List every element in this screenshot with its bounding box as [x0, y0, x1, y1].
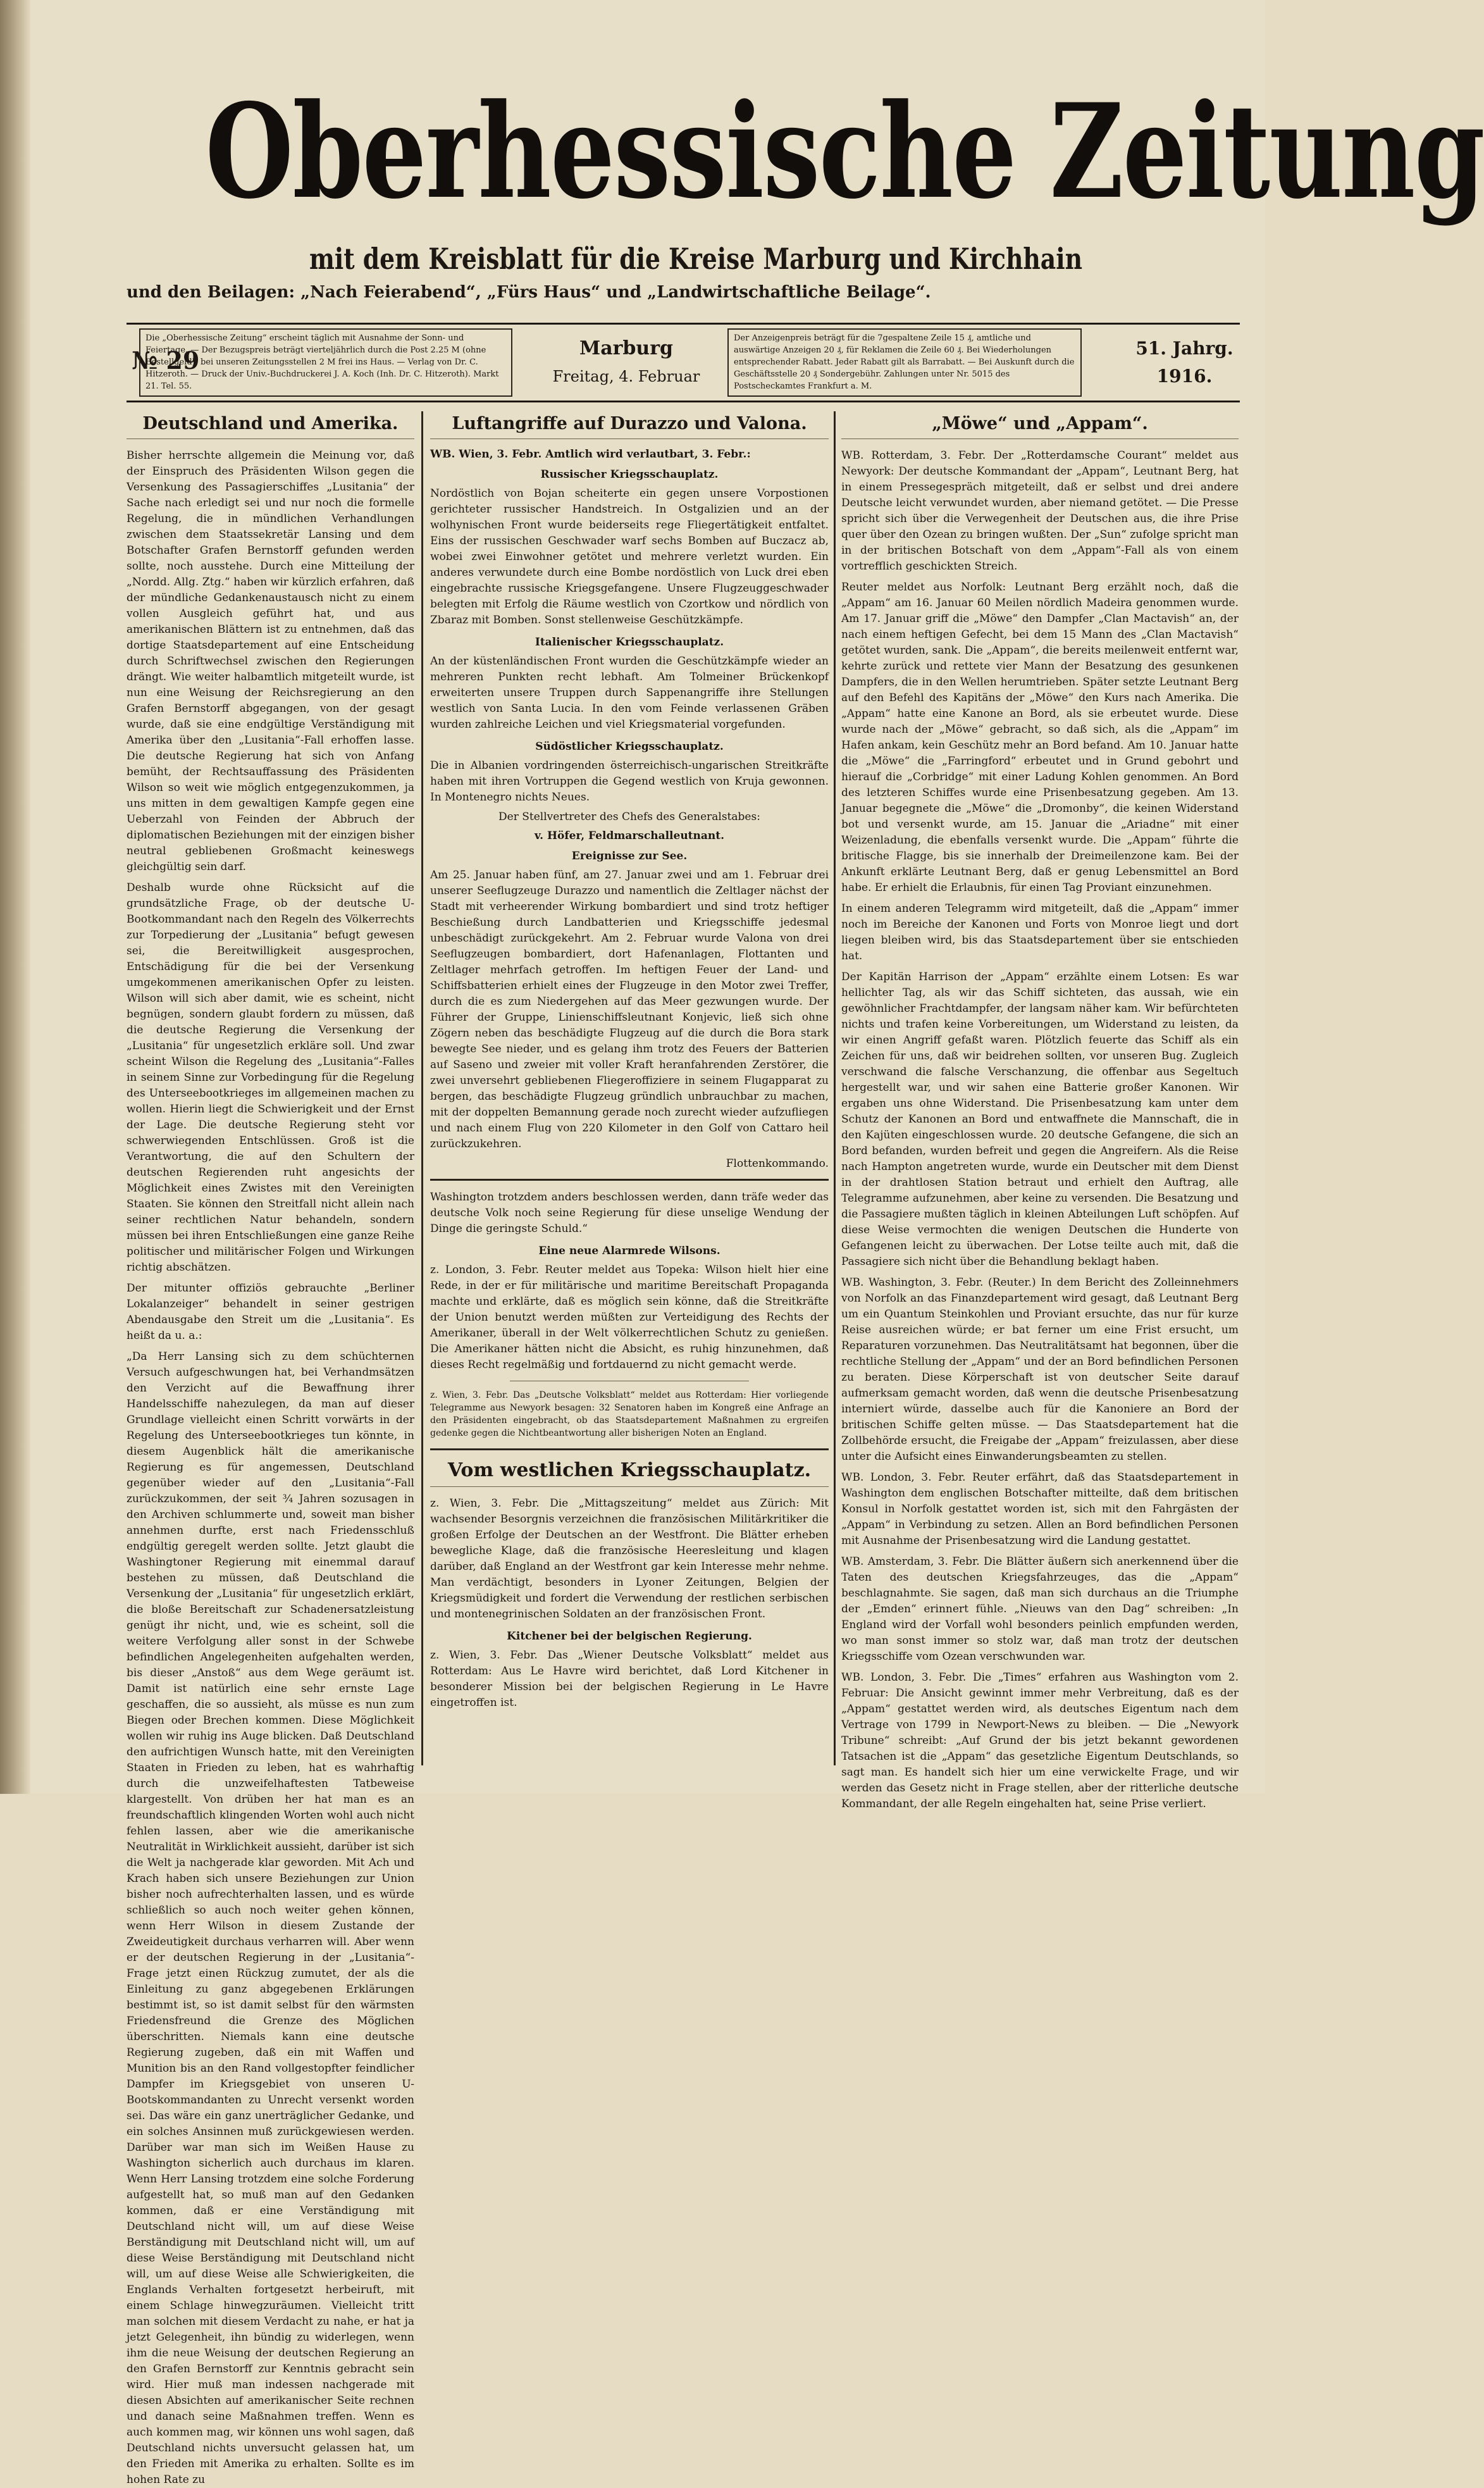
article-headline: Vom westlichen Kriegsschauplatz.: [430, 1459, 829, 1487]
section-subhead: Ereignisse zur See.: [571, 850, 688, 862]
column-divider: [421, 411, 423, 1765]
dateline: WB. Wien, 3. Febr. Amtlich wird verlautbart, 3. Febr.:: [430, 448, 751, 461]
column-left: [127, 411, 414, 2486]
article-paragraph: z. Wien, 3. Febr. Das „Wiener Deutsche Volksblatt“ meldet aus Rotterdam: Aus Le Havre wird berichtet, daß Lord Kitchener in besonderer Mission bei der belgischen Regierung in Le Havre eingetroffen ist.: [430, 1649, 829, 1709]
article-paragraph: In einem anderen Telegramm wird mitgeteilt, daß die „Appam“ immer noch im Bereiche der Kanonen und Forts von Monroe liegt und dort liegen bleiben wird, bis das Staatsdepartement über sie entschieden hat.: [841, 902, 1239, 962]
signature-name: v. Höfer, Feldmarschalleutnant.: [534, 830, 725, 842]
section-subhead: Russischer Kriegsschauplatz.: [540, 468, 719, 481]
article-paragraph: z. London, 3. Febr. Reuter meldet aus Topeka: Wilson hielt hier eine Rede, in der er für militärische und maritime Bereitschaft Propaganda machte und erklärte, daß es möglich sein könne, daß die Streitkräfte der Union benutzt werden müßten zur Verteidigung des Rechts der Amerikaner, überall in der Welt völkerrechtlichen Schutz zu genießen. Die Amerikaner hätten nicht die Absicht, es ruhig hinzunehmen, daß dieses Recht regelmäßig und fortdauernd zu nicht gemacht werde.: [430, 1264, 829, 1371]
section-subhead: Italienischer Kriegsschauplatz.: [535, 636, 724, 649]
masthead-subtitle: mit dem Kreisblatt für die Kreise Marburg und Kirchhain: [309, 242, 1083, 276]
article-paragraph: WB. Amsterdam, 3. Febr. Die Blätter äußern sich anerkennend über die Taten des deutschen Kriegsfahrzeuges, das die „Appam“ beschlagnahmte. Sie sagen, daß man sich durchaus an die Triumphe der „Emden“ erinnert fühle. „Nieuws van den Dag“ schreiben: „In England wird der Vorfall wohl besonders peinlich empfunden werden, wo man sonst immer so stolz war, daß man trotz der deutschen Kriegsschiffe vom Ozean verschwunden war.: [841, 1555, 1239, 1663]
article-paragraph: WB. London, 3. Febr. Reuter erfährt, daß das Staatsdepartement in Washington dem englischen Botschafter mitteilte, daß dem britischen Konsul in Norfolk gestattet worden ist, sich mit den Fahrgästen der „Appam“ in Verbindung zu setzen. Allen an Bord befindlichen Personen mit Ausnahme der Prisenbesatzung wird die Landung gestattet.: [841, 1471, 1239, 1547]
volume-label: 51. Jahrg.: [1135, 338, 1234, 359]
article-headline: Deutschland und Amerika.: [127, 414, 414, 439]
issue-number: № 29: [132, 346, 200, 375]
volume-year: [1129, 335, 1240, 390]
binding-spine: [0, 0, 30, 1794]
section-subhead: Südöstlicher Kriegsschauplatz.: [535, 740, 724, 753]
info-bar: [127, 323, 1240, 402]
column-middle: [430, 411, 829, 1765]
article-paragraph: z. Wien, 3. Febr. Die „Mittagszeitung“ meldet aus Zürich: Mit wachsender Besorgnis verzeichnen die französischen Militärkritiker die großen Erfolge der Deutschen an der Westfront. Die Blätter erheben bewegliche Klage, daß die französische Heeresleitung und klagen darüber, daß England an der Westfront gar kein Interesse mehr nehme. Man verdächtigt, besonders in Lyoner Zeitungen, Belgien der Kriegsmüdigkeit und fordert die Verwendung der restlichen serbischen und montenegrinischen Soldaten an der französischen Front.: [430, 1497, 829, 1620]
issue-date: Freitag, 4. Februar: [552, 368, 700, 385]
article-headline: Luftangriffe auf Durazzo und Valona.: [430, 414, 829, 439]
article-paragraph: Der Kapitän Harrison der „Appam“ erzählte einem Lotsen: Es war hellichter Tag, als wir das Schiff sichteten, das aussah, wie ein gewöhnlicher Frachtdampfer, der langsam näher kam. Wir befürchteten nichts und trafen keine Vorbereitungen, um Widerstand zu leisten, da wir einen Angriff gefaßt waren. Plötzlich feuerte das Schiff als ein Zeichen für uns, daß wir beidrehen sollten, vor unseren Bug. Zugleich verschwand die falsche Verschanzung, die offenbar aus Segeltuch hergestellt war, und wir sahen eine Batterie großer Kanonen. Wir ergaben uns ohne Widerstand. Die Prisenbesatzung kam unter dem Schutz der Kanonen an Bord und entwaffnete die Mannschaft, die in den Kajüten eingeschlossen wurde. 20 deutsche Gefangene, die sich an Bord befanden, wurden befreit und gegen die Angreifern. Als die Reise nach Hampton angetreten wurde, wurde ein Deutscher mit dem Dienst in der drahtlosen Station betraut und erhielt den Auftrag, alle Telegramme aufzunehmen, aber keine zu versenden. Die Besatzung und die Passagiere mußten täglich in kleinen Abteilungen Luft schöpfen. Auf diese Weise vermochten die wenigen Deutschen die Hunderte von Gefangenen leicht zu überwachen. Der Lotse teilte auch mit, daß die Passagiere sich nicht über die Behandlung beklagt haben.: [841, 971, 1239, 1268]
article-paragraph: WB. Washington, 3. Febr. (Reuter.) In dem Bericht des Zolleinnehmers von Norfolk an das Finanzdepartement wird gesagt, daß Leutnant Berg um ein Quantum Steinkohlen und Proviant ersuchte, das nur für kurze Reise ausreichen würde; er bat ferner um eine Frist ersucht, um Reparaturen vorzunehmen. Das Neutralitätsamt hat begonnen, über die rechtliche Stellung der „Appam“ und der an Bord befindlichen Personen zu beraten. Diese Körperschaft ist von deutscher Seite darauf aufmerksam gemacht worden, daß wenn die deutsche Prisenbesatzung interniert würde, dasselbe auch für die Kanoniere an Bord der britischen Schiffe gelten müsse. — Das Staatsdepartement hat die Zollbehörde ersucht, die Freigabe der „Appam“ freizulassen, aber diese unter die Aufsicht eines Einwanderungsbeamten zu stellen.: [841, 1276, 1239, 1463]
article-paragraph: Die in Albanien vordringenden österreichisch-ungarischen Streitkräfte haben mit ihren Vortruppen die Gegend westlich von Kruja gewonnen. In Montenegro nichts Neues.: [430, 759, 829, 804]
year-label: 1916.: [1156, 366, 1213, 387]
article-paragraph: WB. Rotterdam, 3. Febr. Der „Rotterdamsche Courant“ meldet aus Newyork: Der deutsche Kommandant der „Appam“, Leutnant Berg, hat in einem Pressegespräch mitgeteilt, daß er selbst und drei andere Deutsche leicht verwundet wurden, aber niemand getötet. — Die Presse spricht sich über die Verwegenheit der Deutschen aus, die ihre Prise quer über den Ozean zu bringen wußten. Der „Sun“ zufolge spricht man in der britischen Botschaft von dem „Appam“-Fall als von einem vortrefflich geschickten Streich.: [841, 449, 1239, 573]
divider-rule: [430, 1448, 829, 1450]
signature-name: Flottenkommando.: [726, 1157, 829, 1170]
article-paragraph: Der mitunter offiziös gebrauchte „Berliner Lokalanzeiger“ behandelt in seiner gestrigen Abendausgabe den Streit um die „Lusitania“. Es heißt da u. a.:: [127, 1282, 414, 1342]
article-paragraph: An der küstenländischen Front wurden die Geschützkämpfe wieder an mehreren Punkten recht lebhaft. Am Tolmeiner Brückenkopf erweiterten unsere Truppen durch Sappenangriffe ihre Stellungen westlich von Santa Lucia. In den vom Feinde verlassenen Gräben wurden zahlreiche Leichen und viel Kriegsmaterial vorgefunden.: [430, 655, 829, 731]
signature-line: Der Stellvertreter des Chefs des Generalstabes:: [498, 811, 760, 823]
masthead-title: Oberhessische Zeitung: [205, 76, 1484, 228]
article-paragraph: Nordöstlich von Bojan scheiterte ein gegen unsere Vorpostionen gerichteter russischer Handstreich. In Ostgalizien und an der wolhynischen Front wurde beiderseits rege Fliegertätigkeit entfaltet. Eins der russischen Geschwader warf sechs Bomben auf Buczacz ab, wobei zwei Einwohner getötet und mehrere verletzt wurden. Ein anderes verwundete durch eine Bombe nordöstlich von Luck drei eben eingebrachte russische Kriegsgefangene. Unsere Flugzeuggeschwader belegten mit Erfolg die Räume westlich von Czortkow und nördlich von Zbaraz mit Bomben. Sonst stellenweise Geschützkämpfe.: [430, 487, 829, 626]
article-paragraph: Bisher herrschte allgemein die Meinung vor, daß der Einspruch des Präsidenten Wilson gegen die Versenkung des Passagierschiffes „Lusitania“ der Sache nach erledigt sei und nur noch die formelle Regelung, die in mündlichen Verhandlungen zwischen dem Staatssekretär Lansing und dem Botschafter Grafen Bernstorff gefunden werden sollte, noch ausstehe. Durch eine Mitteilung der „Nordd. Allg. Ztg.“ haben wir kürzlich erfahren, daß der mündliche Gedankenaustausch nicht zu einem vollen Ausgleich geführt hat, und aus amerikanischen Blättern ist zu entnehmen, daß das dortige Staatsdepartement auf eine Entscheidung durch Schriftwechsel zwischen den Regierungen drängt. Wie weiter halbamtlich mitgeteilt wurde, ist nun eine Weisung der Reichsregierung an den Grafen Bernstorff abgegangen, von der gesagt wurde, daß sie eine endgültige Verständigung mit Amerika über den „Lusitania“-Fall erhoffen lasse. Die deutsche Regierung hat sich von Anfang bemüht, der Rechtsauffassung des Präsidenten Wilson so weit wie möglich entgegenzukommen, ja uns mitten in dem gewaltigen Kampfe gegen eine Ueberzahl von Feinden der Abbruch der diplomatischen Beziehungen mit der einzigen bisher neutral gebliebenen Großmacht keineswegs gleichgültig sein darf.: [127, 449, 414, 873]
city-name: Marburg: [579, 337, 674, 359]
article-paragraph: Reuter meldet aus Norfolk: Leutnant Berg erzählt noch, daß die „Appam“ am 16. Januar 60 Meilen nördlich Madeira genommen wurde. Am 17. Januar griff die „Möwe“ den Dampfer „Clan Mactavish“ an, der nach einem heftigen Gefecht, bei dem 15 Mann des „Clan Mactavish“ getötet wurden, sank. Die „Appam“, die bereits meilenweit entfernt war, kehrte zurück und rettete vier Mann der Besatzung des gesunkenen Dampfers, die in den Wellen herumtrieben. Später setzte Leutnant Berg auf den Befehl des Kapitäns der „Möwe“ den Kurs nach Amerika. Die „Appam“ hatte eine Kanone an Bord, als sie erbeutet wurde. Diese wurde nach der „Möwe“ gebracht, so daß sich, als die „Appam“ im Hafen ankam, kein Geschütz mehr an Bord befand. Am 10. Januar hatte die „Möwe“ die „Farringford“ erbeutet und in Grund gebohrt und hierauf die „Corbridge“ mit einer Ladung Kohlen genommen. An Bord des letzteren Schiffes wurde eine Prisenbesatzung gegeben. Am 13. Januar begegnete die „Möwe“ die „Dromonby“, die keinen Widerstand bot und versenkt wurde, am 15. Januar die „Ariadne“ mit einer Weizenladung, die ebenfalls versenkt wurde. Die „Appam“ führte die britische Flagge, bis sie innerhalb der Dreimeilenzone kam. Bei der Ankunft erklärte Leutnant Berg, daß er genug Lebensmittel an Bord habe. Er erhielt die Erlaubnis, für einen Tag Proviant einzunehmen.: [841, 581, 1239, 894]
article-paragraph: WB. London, 3. Febr. Die „Times“ erfahren aus Washington vom 2. Februar: Die Ansicht gewinnt immer mehr Verbreitung, daß es der „Appam“ gestattet werden wird, als deutsches Eigentum nach dem Vertrage von 1799 in Newport-News zu bleiben. — Die „Newyork Tribune“ schreibt: „Auf Grund der bis jetzt bekannt gewordenen Tatsachen ist die „Appam“ das gesetzliche Eigentum Deutschlands, so sagt man. Es handelt sich hier um eine verwickelte Frage, und wir werden das Gesetz nicht in Frage stellen, aber der ritterliche deutsche Kommandant, der alle Regeln eingehalten hat, seine Prise verliert.: [841, 1671, 1239, 1810]
divider-rule: [430, 1179, 829, 1181]
article-paragraph: „Da Herr Lansing sich zu dem schüchternen Versuch aufgeschwungen hat, bei Verhandmsätzen den Verzicht auf die Bewaffnung ihrer Handelsschiffe nahezulegen, da man auf dieser Grundlage vielleicht einen Schritt vorwärts in der Regelung des Unterseebootkrieges tun könnte, in diesem Augenblick hält die amerikanische Regierung es für angemessen, Deutschland gegenüber wieder auf den „Lusitania“-Fall zurückzukommen, der seit ¾ Jahren sozusagen in den Archiven schlummerte und, soweit man bisher annehmen durfte, erst nach Friedensschluß endgültig geregelt werden sollte. Jetzt glaubt die Washingtoner Regierung mit einemmal darauf bestehen zu müssen, daß Deutschland die Versenkung der „Lusitania“ für ungesetzlich erklärt, die bloße Bereitschaft zur Schadenersatzleistung genügt ihr nicht, und, wie es scheint, soll die weitere Verfolgung aller sonst in der Schwebe befindlichen Angelegenheiten aufgehalten werden, bis dieser „Anstoß“ aus dem Wege geräumt ist. Damit ist natürlich eine sehr ernste Lage geschaffen, die so aussieht, als müsse es nun zum Biegen oder Brechen kommen. Diese Möglichkeit wollen wir ruhig ins Auge blicken. Daß Deutschland den aufrichtigen Wunsch hatte, mit den Vereinigten Staaten in Frieden zu leben, hat es wahrhaftig durch die unzweifelhaftesten Tatbeweise klargestellt. Von drüben her hat man es an freundschaftlich klingenden Worten wohl auch nicht fehlen lassen, aber wie die amerikanische Neutralität in Wirklichkeit aussieht, darüber ist sich die Welt ja nachgerade klar geworden. Mit Ach und Krach haben sich unsere Beziehungen zur Union bisher noch aufrechterhalten lassen, und es würde schließlich so auch noch weiter gehen können, wenn Herr Wilson in diesem Zustande der Zweideutigkeit durchaus verharren will. Aber wenn er der deutschen Regierung in der „Lusitania“-Frage jetzt einen Rückzug zumutet, der als die Einleitung zu ganz abgegebenen Erklärungen bestimmt ist, so ist damit selbst für den wärmsten Friedensfreund die Grenze des Möglichen überschritten. Niemals kann eine deutsche Regierung zugeben, daß ein mit Waffen und Munition bis an den Rand vollgestopfter feindlicher Dampfer im Kriegsgebiet von unseren U-Bootskommandanten zu Unrecht versenkt worden sei. Das wäre ein ganz unerträglicher Gedanke, und ein solches Ansinnen muß zurückgewiesen werden. Darüber war man sich im Weißen Hause zu Washington sicherlich auch durchaus im klaren. Wenn Herr Lansing trotzdem eine solche Forderung aufgestellt hat, so muß man auf den Gedanken kommen, daß er eine Verständigung mit Deutschland nicht will, um auf diese Weise Berständigung mit Deutschland nicht will, um auf diese Weise Berständigung mit Deutschland nicht will, um auf diese Weise alle Schwierigkeiten, die Englands Verhalten fortgesetzt herbeiruft, mit einem Schlage hinwegzuräumen. Vielleicht tritt man solchen mit diesem Verdacht zu nahe, er hat ja jetzt Gelegenheit, ihn bündig zu widerlegen, wenn ihm die neue Weisung der deutschen Regierung an den Grafen Bernstorff zur Kenntnis gebracht sein wird. Hier muß man indessen nachgerade mit diesen Absichten auf amerikanischer Seite rechnen und danach seine Maßnahmen treffen. Wenn es auch kommen mag, wir können uns wohl sagen, daß Deutschland nichts unversucht gelassen hat, um den Frieden mit Amerika zu erhalten. Sollte es im hohen Rate zu: [127, 1350, 414, 2486]
section-subhead: Eine neue Alarmrede Wilsons.: [538, 1245, 720, 1257]
subscription-info-box: Die „Oberhessische Zeitung“ erscheint täglich mit Ausnahme der Sonn- und Feiertage. — Der Bezugspreis beträgt vierteljährlich durch die Post 2.25 M (ohne Bestellgeld), bei unseren Zeitungsstellen 2 M frei ins Haus. — Verlag von Dr. C. Hitzeroth. — Druck der Univ.-Buchdruckerei J. A. Koch (Inh. Dr. C. Hitzeroth). Markt 21. Tel. 55.: [139, 328, 512, 397]
article-paragraph: z. Wien, 3. Febr. Das „Deutsche Volksblatt“ meldet aus Rotterdam: Hier vorliegende Telegramme aus Newyork besagen: 32 Senatoren haben im Kongreß eine Anfrage an den Präsidenten eingebracht, ob das Staatsdepartement Maßnahmen zu ergreifen gedenke gegen die Nichtbeantwortung aller bisherigen Noten an England.: [430, 1390, 829, 1438]
article-headline: „Möwe“ und „Appam“.: [841, 414, 1239, 439]
advertising-info-box: Der Anzeigenpreis beträgt für die 7gespaltene Zeile 15 ₰, amtliche und auswärtige Anzeigen 20 ₰, für Reklamen die Zeile 60 ₰. Bei Wiederholungen entsprechender Rabatt. Jeder Rabatt gilt als Barrabatt. — Bei Auskunft durch die Geschäftsstelle 20 ₰ Sondergebühr. Zahlungen unter Nr. 5015 des Postscheckamtes Frankfurt a. M.: [727, 328, 1082, 397]
article-paragraph: Washington trotzdem anders beschlossen werden, dann träfe weder das deutsche Volk noch seine Regierung für diese unselige Wendung der Dinge die geringste Schuld.“: [430, 1191, 829, 1235]
masthead-supplements: und den Beilagen: „Nach Feierabend“, „Fürs Haus“ und „Landwirtschaftliche Beilage“.: [127, 283, 931, 302]
column-divider: [834, 411, 836, 1765]
column-right: [841, 411, 1239, 1810]
article-paragraph: Deshalb wurde ohne Rücksicht auf die grundsätzliche Frage, ob der deutsche U-Bootkommandant nach den Regeln des Völkerrechts zur Torpedierung der „Lusitania“ befugt gewesen sei, die Bereitwilligkeit ausgesprochen, Entschädigung für die bei der Versenkung umgekommenen amerikanischen Opfer zu leisten. Wilson will sich aber damit, wie es scheint, nicht begnügen, sondern glaubt fordern zu müssen, daß die deutsche Regierung die Versenkung der „Lusitania“ für ungesetzlich erkläre soll. Und zwar scheint Wilson die Regelung des „Lusitania“-Falles in seinem Sinne zur Vorbedingung für die Regelung des Unterseebootkrieges im allgemeinen machen zu wollen. Hierin liegt die Schwierigkeit und der Ernst der Lage. Die deutsche Regierung steht vor schwerwiegenden Entschlüssen. Groß ist die Verantwortung, die auf den Schultern der deutschen Regierenden ruht angesichts der Möglichkeit eines Zwistes mit den Vereinigten Staaten. Sie können den Streitfall nicht allein nach seiner rechtlichen Natur behandeln, sondern müssen bei ihren Entschließungen eine ganze Reihe politischer und militärischer Folgen und Wirkungen richtig abschätzen.: [127, 881, 414, 1274]
section-subhead: Kitchener bei der belgischen Regierung.: [507, 1630, 752, 1643]
article-paragraph: Am 25. Januar haben fünf, am 27. Januar zwei und am 1. Februar drei unserer Seeflugzeuge Durazzo und namentlich die Zeltlager nächst der Stadt mit verheerender Wirkung bombardiert und sind trotz heftiger Beschießung durch Landbatterien und Kriegsschiffe jedesmal unbeschädigt zurückgekehrt. Am 2. Februar wurde Valona von drei Seeflugzeugen bombardiert, dort Hafenanlagen, Flottanten und Zeltlager mehrfach getroffen. Im heftigen Feuer der Land- und Schiffsbatterien erhielt eines der Flugzeuge in den Motor zwei Treffer, durch die es zum Niedergehen auf das Meer gezwungen wurde. Der Führer der Gruppe, Linienschiffsleutnant Konjevic, ließ sich ohne Zögern neben das beschädigte Flugzeug auf die durch die Bora stark bewegte See nieder, und es gelang ihm trotz des Feuers der Batterien auf Saseno und zweier mit voller Kraft heranfahrenden Zerstörer, die zwei unversehrt gebliebenen Fliegeroffiziere in seinem Flugapparat zu bergen, das beschädigte Flugzeug gründlich unbrauchbar zu machen, mit der doppelten Bemannung gerade noch zurecht wieder aufzufliegen und nach einem Flug von 220 Kilometer in den Golf von Cattaro heil zurückzukehren.: [430, 869, 829, 1150]
